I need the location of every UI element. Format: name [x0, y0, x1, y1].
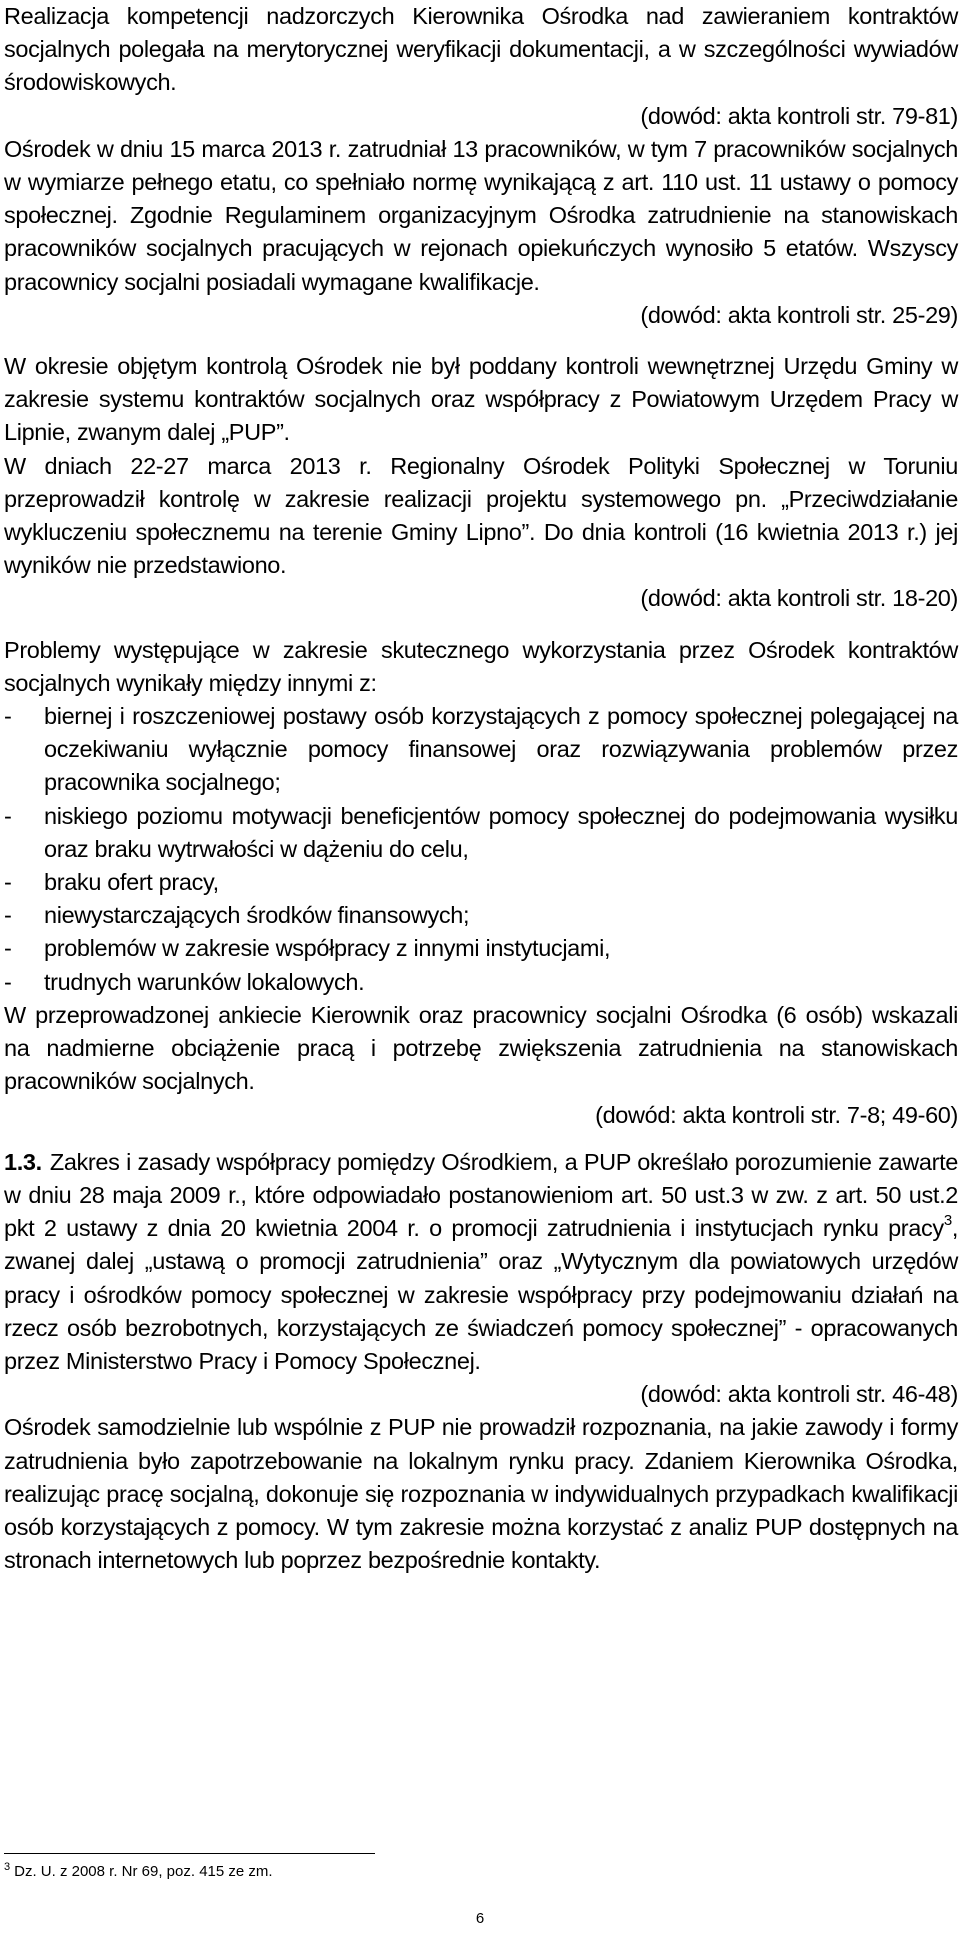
- list-dash: -: [4, 968, 12, 995]
- paragraph-problems-intro: Problemy występujące w zakresie skutecznego wykorzystania przez Ośrodek kontraktów socjalnych wynikały między innymi z:: [4, 636, 958, 696]
- footnote: [4, 1862, 273, 1882]
- evidence-reference: (dowód: akta kontroli str. 7-8; 49-60): [595, 1101, 958, 1128]
- list-dash: -: [4, 703, 12, 730]
- paragraph-rops-control: W dniach 22-27 marca 2013 r. Regionalny Ośrodek Polityki Społecznej w Toruniu przeprowadził kontrolę w zakresie realizacji projektu systemowego pn. „Przeciwdziałanie wykluczeniu społecznemu na terenie Gminy Lipno”. Do dnia kontroli (16 kwietnia 2013 r.) jej wyników nie przedstawiono.: [4, 452, 958, 579]
- page-number: 6: [475, 1910, 485, 1927]
- evidence-reference: (dowód: akta kontroli str. 46-48): [640, 1381, 958, 1408]
- list-dash: -: [4, 935, 12, 962]
- paragraph-survey: W przeprowadzonej ankiecie Kierownik oraz pracownicy socjalni Ośrodka (6 osób) wskazali na nadmierne obciążenie pracą i potrzebę zwiększenia zatrudnienia na stanowiskach pracowników socjalnych.: [4, 1001, 958, 1095]
- list-item: - problemów w zakresie współpracy z innymi instytucjami,: [4, 932, 958, 965]
- footnote-marker: 3: [4, 1861, 11, 1873]
- list-item: - biernej i roszczeniowej postawy osób korzystających z pomocy społecznej polegającej na oczekiwaniu wyłącznie pomocy finansowej oraz rozwiązywania problemów przez pracownika socjalnego;: [4, 700, 958, 800]
- evidence-reference: (dowód: akta kontroli str. 18-20): [640, 585, 958, 612]
- list-item: - niskiego poziomu motywacji beneficjentów pomocy społecznej do podejmowania wysiłku oraz braku wytrwałości w dążeniu do celu,: [4, 800, 958, 866]
- paragraph-labour-market: Ośrodek samodzielnie lub wspólnie z PUP nie prowadził rozpoznania, na jakie zawody i formy zatrudnienia było zapotrzebowanie na lokalnym rynku pracy. Zdaniem Kierownika Ośrodka, realizując pracę socjalną, dokonuje się rozpoznania w indywidualnych przypadkach kwalifikacji osób korzystających z pomocy. W tym zakresie można korzystać z analiz PUP dostępnych na stronach internetowych lub poprzez bezpośrednie kontakty.: [4, 1414, 958, 1574]
- list-dash: -: [4, 869, 12, 896]
- footnote-separator: [4, 1853, 375, 1854]
- problems-list: [4, 700, 958, 999]
- list-item: - braku ofert pracy,: [4, 866, 958, 899]
- list-dash: -: [4, 802, 12, 829]
- evidence-reference: (dowód: akta kontroli str. 25-29): [640, 301, 958, 328]
- list-item: - niewystarczających środków finansowych;: [4, 899, 958, 932]
- list-item: - trudnych warunków lokalowych.: [4, 966, 958, 999]
- evidence-reference: (dowód: akta kontroli str. 79-81): [640, 102, 958, 129]
- section-1-3-paragraph: 1.3. Zakres i zasady współpracy pomiędzy Ośrodkiem, a PUP określało porozumienie zawarte w dniu 28 maja 2009 r., które odpowiadało postanowieniom art. 50 ust.3 w zw. z art. 50 ust.2 pkt 2 ustawy z dnia 20 kwietnia 2004 r. o promocji zatrudnienia i instytucjach rynku pracy$^3$, zwanej dalej „ustawą o promocji zatrudnienia” oraz „Wytycznym dla powiatowych urzędów pracy i ośrodków pomocy społecznej w zakresie współpracy przy podejmowaniu działań na rzecz osób bezrobotnych, korzystających ze świadczeń pomocy społecznej” - opracowanych przez Ministerstwo Pracy i Pomocy Społecznej.: [4, 1148, 958, 1374]
- section-number: 1.3.: [4, 1148, 42, 1175]
- footnote-text: Dz. U. z 2008 r. Nr 69, poz. 415 ze zm.: [14, 1863, 273, 1880]
- paragraph-internal-control: W okresie objętym kontrolą Ośrodek nie był poddany kontroli wewnętrznej Urzędu Gminy w zakresie systemu kontraktów socjalnych oraz współpracy z Powiatowym Urzędem Pracy w Lipnie, zwanym dalej „PUP”.: [4, 353, 958, 446]
- document-body: [4, 0, 958, 1577]
- footnote-ref: 3: [943, 1212, 952, 1230]
- paragraph-supervision: Realizacja kompetencji nadzorczych Kierownika Ośrodka nad zawieraniem kontraktów socjalnych polegała na merytorycznej weryfikacji dokumentacji, a w szczególności wywiadów środowiskowych.: [4, 3, 958, 96]
- list-dash: -: [4, 902, 12, 929]
- paragraph-staffing: Ośrodek w dniu 15 marca 2013 r. zatrudniał 13 pracowników, w tym 7 pracowników socjalnych w wymiarze pełnego etatu, co spełniało normę wynikającą z art. 110 ust. 11 ustawy o pomocy społecznej. Zgodnie Regulaminem organizacyjnym Ośrodka zatrudnienie na stanowiskach pracowników socjalnych pracujących w rejonach opiekuńczych wynosiło 5 etatów. Wszyscy pracownicy socjalni posiadali wymagane kwalifikacje.: [4, 135, 958, 295]
